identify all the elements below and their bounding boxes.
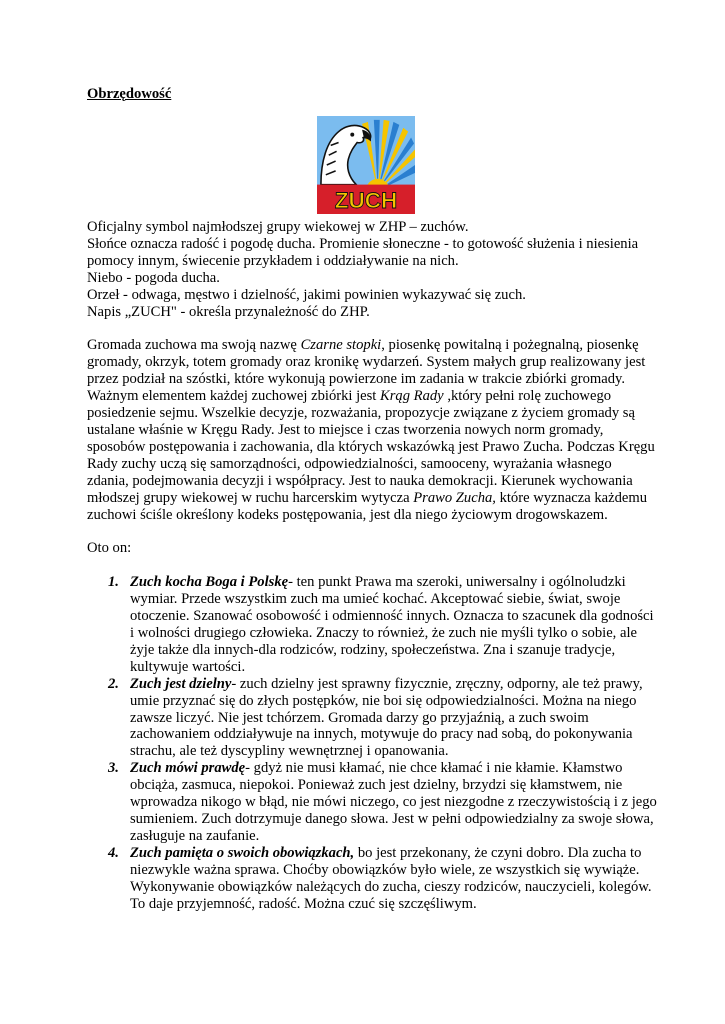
- text-run: , piosenkę powitalną i pożegnalną, piosenkę gromady, okrzyk, totem gromady oraz kronikę wydarzeń. System małych grup realizowany jest przez podział na szóstki, które wykonują powierzone im zadania w trakcie zbiórki gromady. Ważnym elementem każdej zuchowej zbiórki jest: [87, 337, 646, 405]
- symbol-line: Oficjalny symbol najmłodszej grupy wiekowej w ZHP – zuchów.: [87, 219, 469, 235]
- section-heading: Obrzędowość: [87, 86, 172, 102]
- list-item: [130, 845, 657, 913]
- symbol-line: Orzeł - odwaga, męstwo i dzielność, jakimi powinien wykazywać się zuch.: [87, 286, 526, 303]
- law-title: Zuch jest dzielny: [130, 675, 232, 692]
- document-page: [87, 86, 657, 912]
- law-text: bo jest przekonany, że czyni dobro. Dla zucha to niezwykle ważna sprawa. Choćby obowiązków było wiele, ze wszystkich się wywiąże. Wykonywanie obowiązków należących do zucha, cieszy rodziców, nauczycieli, kolegów. To daje przyjemność, radość. Można czuć się szczęśliwym.: [130, 844, 652, 912]
- italic-run: Prawo Zucha,: [413, 489, 496, 506]
- law-text: - gdyż nie musi kłamać, nie chce kłamać i nie kłamie. Kłamstwo obciąża, zasmuca, niepokoi. Ponieważ zuch jest dzielny, brzydzi się kłamstwem, nie wprowadza nikogo w błąd, nie mówi niczego, co jest niezgodne z rzeczywistością i z jego sumieniem. Zuch dotrzymuje danego słowa. Jest w pełni odpowiedzialny za swoje słowa, zasługuje na zaufanie.: [130, 760, 657, 844]
- list-item: [130, 760, 657, 845]
- spacer: [87, 523, 657, 540]
- symbol-description: [87, 219, 657, 320]
- law-text: - ten punkt Prawa ma szeroki, uniwersalny i ogólnoludzki wymiar. Przede wszystkim zuch ma umieć kochać. Akceptować siebie, świat, swoje otoczenie. Szanować osobowość i odmienność innych. Oznacza to szacunek dla godności i wolności drugiego człowieka. Znaczy to również, że zuch nie myśli tylko o sobie, ale żyje także dla innych-dla rodziców, rodziny, społeczeństwa. Zna i szanuje tradycje, kultywuje wartości.: [130, 574, 654, 675]
- logo-container: [87, 116, 657, 214]
- italic-run: Czarne stopki: [300, 337, 382, 354]
- law-title: Zuch kocha Boga i Polskę: [130, 574, 289, 591]
- zuch-logo: [317, 116, 415, 214]
- law-text: - zuch dzielny jest sprawny fizycznie, zręczny, odporny, ale też prawy, umie przyznać się do złych postępków, nie boi się odpowiedzialności. Można na niego zawsze liczyć. Nie jest tchórzem. Gromada darzy go przyjaźnią, a zuch swoim zachowaniem oddziaływuje na innych, motywuje do pracy nad sobą, do pokonywania strachu, ale też dyscypliny wewnętrznej i opanowania.: [130, 675, 643, 760]
- symbol-line: Napis „ZUCH" - określa przynależność do ZHP.: [87, 303, 370, 320]
- oto-line: Oto on:: [87, 540, 132, 557]
- list-item: [130, 574, 657, 675]
- law-list: [87, 574, 657, 912]
- logo-text: ZUCH: [334, 188, 398, 214]
- gromada-paragraph: [87, 337, 657, 523]
- symbol-line: Niebo - pogoda ducha.: [87, 269, 220, 286]
- text-run: Gromada zuchowa ma swoją nazwę: [87, 337, 301, 354]
- law-title: Zuch mówi prawdę: [130, 760, 246, 777]
- spacer: [87, 557, 657, 574]
- law-title: Zuch pamięta o swoich obowiązkach,: [130, 844, 355, 861]
- italic-run: Krąg Rady: [380, 388, 444, 405]
- spacer: [87, 320, 657, 337]
- text-run: ,który pełni rolę zuchowego posiedzenie sejmu. Wszelkie decyzje, rozważania, propozycje związane z życiem gromady są ustalane właśnie w Kręgu Rady. Jest to miejsce i czas tworzenia nowych norm gromady, sposobów postępowania i zachowania, dla których wskazówką jest Prawo Zucha. Podczas Kręgu Rady zuchy uczą się samorządności, odpowiedzialności, samooceny, wyrażania własnego zdania, podejmowania decyzji i współpracy. Jest to nauka demokracji. Kierunek wychowania młodszej grupy wiekowej w ruchu harcerskim wytycza: [87, 388, 655, 506]
- text-run: które wyznacza każdemu zuchowi ściśle określony kodeks postępowania, jest dla niego życiowym drogowskazem.: [87, 489, 648, 523]
- symbol-line: Słońce oznacza radość i pogodę ducha. Promienie słoneczne - to gotowość służenia i niesienia pomocy innym, świecenie przykładem i oddziaływanie na nich.: [87, 235, 639, 269]
- list-item: [130, 676, 657, 761]
